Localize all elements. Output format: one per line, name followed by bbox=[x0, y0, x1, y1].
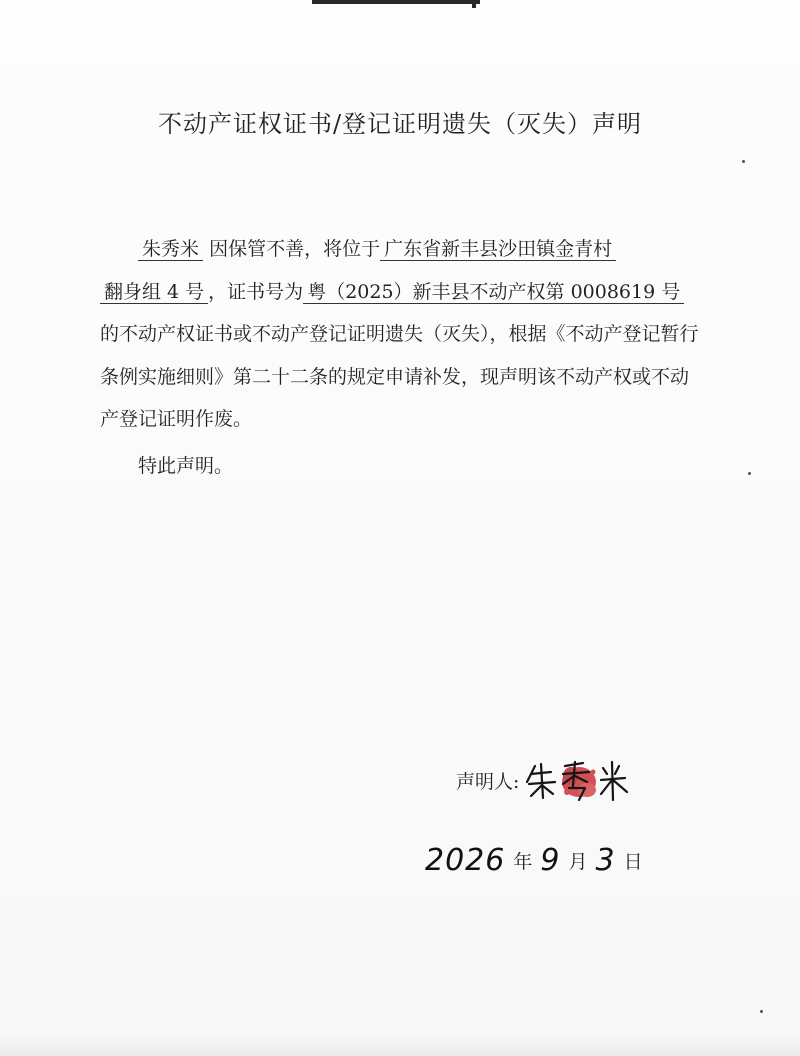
document-body bbox=[100, 228, 700, 487]
statement-text-3: 的不动产权证书或不动产登记证明遗失（灭失），根据《不动产登记暂行条例实施细则》第二十二条的规定申请补发，现声明该不动产权或不动产登记证明作废。 bbox=[100, 323, 699, 430]
declarant-label: 声明人: bbox=[456, 770, 520, 793]
owner-name: 朱秀米 bbox=[138, 238, 203, 261]
certificate-number: 粤（2025）新丰县不动产权第 0008619 号 bbox=[303, 281, 684, 304]
scan-speck bbox=[742, 160, 745, 163]
date-year-unit: 年 bbox=[513, 850, 533, 873]
signature-with-seal bbox=[521, 752, 637, 808]
date-year: 2026 bbox=[425, 842, 506, 878]
statement-paragraph bbox=[100, 228, 700, 441]
scan-speck bbox=[748, 472, 751, 475]
location-line-2: 翻身组 4 号 bbox=[100, 281, 208, 304]
signing-date bbox=[425, 830, 651, 890]
closing-line: 特此声明。 bbox=[138, 454, 234, 477]
statement-text-2: ，证书号为 bbox=[208, 280, 304, 303]
signature-row bbox=[456, 752, 637, 808]
statement-text-1: 因保管不善，将位于 bbox=[209, 238, 381, 260]
document-title: 不动产证权证书/登记证明遗失（灭失）声明 bbox=[157, 110, 643, 138]
date-month-unit: 月 bbox=[568, 850, 588, 873]
date-day: 3 bbox=[595, 842, 616, 878]
scan-speck bbox=[760, 1010, 763, 1013]
date-day-unit: 日 bbox=[623, 850, 643, 873]
scan-clip-mark bbox=[312, 0, 480, 4]
location-line-1: 广东省新丰县沙田镇金青村 bbox=[380, 238, 616, 261]
handwritten-signature bbox=[521, 752, 637, 808]
scan-bottom-shadow bbox=[0, 1034, 800, 1056]
date-month: 9 bbox=[540, 842, 561, 878]
